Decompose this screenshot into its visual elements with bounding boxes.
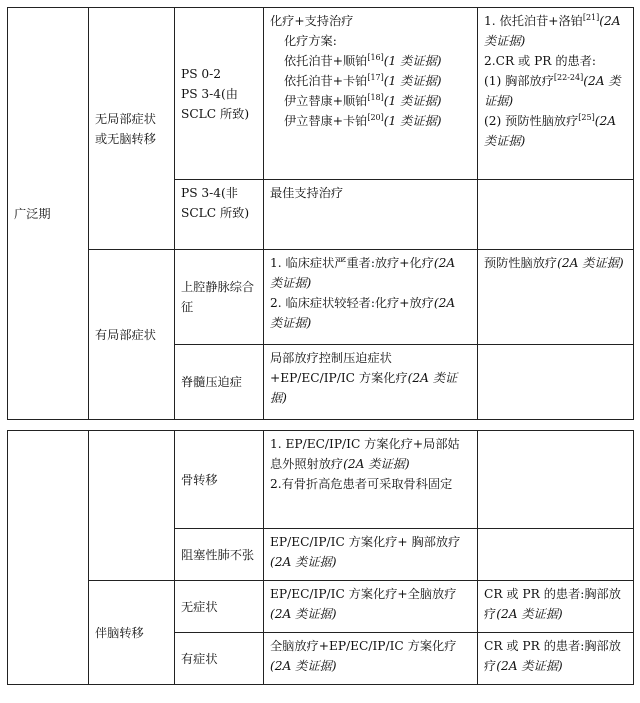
other-c1-cell [478, 431, 634, 529]
treat-c2-text: EP/EC/IP/IC 方案化疗+ 胸部放疗(2A 类证据) [270, 535, 461, 569]
cond-d1-cell [175, 581, 264, 633]
cond-a2-label: PS 3-4(非SCLC 所致) [181, 186, 250, 220]
cond-d2-label: 有症状 [181, 651, 218, 666]
group-a-label: 无局部症状或无脑转移 [95, 111, 156, 146]
group-b-label: 有局部症状 [95, 327, 156, 342]
treat-a2-cell [264, 180, 478, 250]
treat-b1-line1: 1. 临床症状严重者:放疗+化疗(2A 类证据) [270, 256, 456, 290]
treat-b1-line2: 2. 临床症状较轻者:化疗+放疗(2A 类证据) [270, 296, 456, 330]
cond-c2-cell [175, 529, 264, 581]
cond-c2-label: 阻塞性肺不张 [181, 547, 255, 562]
other-a1-line2: 2.CR 或 PR 的患者: [484, 54, 596, 68]
treat-c1-line1: 1. EP/EC/IP/IC 方案化疗+局部姑息外照射放疗(2A 类证据) [270, 437, 460, 471]
treat-c1-line2: 2.有骨折高危患者可采取骨科固定 [270, 477, 453, 491]
other-d2-text: CR 或 PR 的患者:胸部放疗(2A 类证据) [484, 639, 621, 673]
treat-d2-text: 全脑放疗+EP/EC/IP/IC 方案化疗(2A 类证据) [270, 639, 457, 673]
other-b1-cell [478, 250, 634, 345]
treat-d1-text: EP/EC/IP/IC 方案化疗+全脑放疗(2A 类证据) [270, 587, 457, 621]
cond-b2-label: 脊髓压迫症 [181, 375, 242, 389]
other-c2-cell [478, 529, 634, 581]
treat-d2-cell [264, 633, 478, 685]
other-a1-line4: (2) 预防性脑放疗[25](2A 类证据) [484, 112, 616, 148]
cond-a1-cell [175, 8, 264, 180]
regimen-2: 依托泊苷+卡铂[17](1 类证据) [284, 72, 442, 88]
cond-a2-cell [175, 180, 264, 250]
cond-a1-line2: PS 3-4(由SCLC 所致) [181, 86, 250, 121]
treat-a1-sub: 化疗方案: [284, 34, 337, 48]
other-a1-line3: (1) 胸部放疗[22-24](2A 类证据) [484, 72, 621, 108]
treat-a2-text: 最佳支持治疗 [270, 186, 344, 200]
group-b-cell [89, 250, 175, 420]
treat-c1-cell [264, 431, 478, 529]
treat-b2-cell [264, 345, 478, 420]
group-d-label: 伴脑转移 [95, 625, 144, 640]
treat-d1-cell [264, 581, 478, 633]
treat-b1-cell [264, 250, 478, 345]
other-a1-cell [478, 8, 634, 180]
regimen-3: 伊立替康+顺铂[18](1 类证据) [284, 92, 442, 108]
cond-a1-line1: PS 0-2 [181, 66, 222, 81]
treat-a1-title: 化疗+支持治疗 [270, 14, 354, 28]
group-a-cell [89, 8, 175, 250]
other-b1-text: 预防性脑放疗(2A 类证据) [484, 256, 624, 270]
blank-stage-cell [8, 431, 89, 685]
cond-d2-cell [175, 633, 264, 685]
other-b2-cell [478, 345, 634, 420]
other-d2-cell [478, 633, 634, 685]
other-d1-cell [478, 581, 634, 633]
treat-b2-text: 局部放疗控制压迫症状+EP/EC/IP/IC 方案化疗(2A 类证据) [270, 351, 458, 405]
cond-d1-label: 无症状 [181, 599, 218, 614]
cond-b1-label: 上腔静脉综合征 [181, 280, 255, 314]
cond-b1-cell [175, 250, 264, 345]
blank-group-cell [89, 431, 175, 581]
regimen-1: 依托泊苷+顺铂[16](1 类证据) [284, 52, 442, 68]
cond-c1-label: 骨转移 [181, 472, 218, 487]
group-d-cell [89, 581, 175, 685]
treat-a1-cell [264, 8, 478, 180]
other-d1-text: CR 或 PR 的患者:胸部放疗(2A 类证据) [484, 587, 621, 621]
stage-label: 广泛期 [14, 206, 51, 221]
other-a1-line1: 1. 依托泊苷+洛铂[21](2A 类证据) [484, 12, 621, 48]
treat-c2-cell [264, 529, 478, 581]
stage-cell [8, 8, 89, 420]
table-extensive-stage [7, 7, 633, 420]
cond-b2-cell [175, 345, 264, 420]
regimen-4: 伊立替康+卡铂[20](1 类证据) [284, 112, 442, 128]
other-a2-cell [478, 180, 634, 250]
cond-c1-cell [175, 431, 264, 529]
table-metastasis [7, 430, 633, 685]
